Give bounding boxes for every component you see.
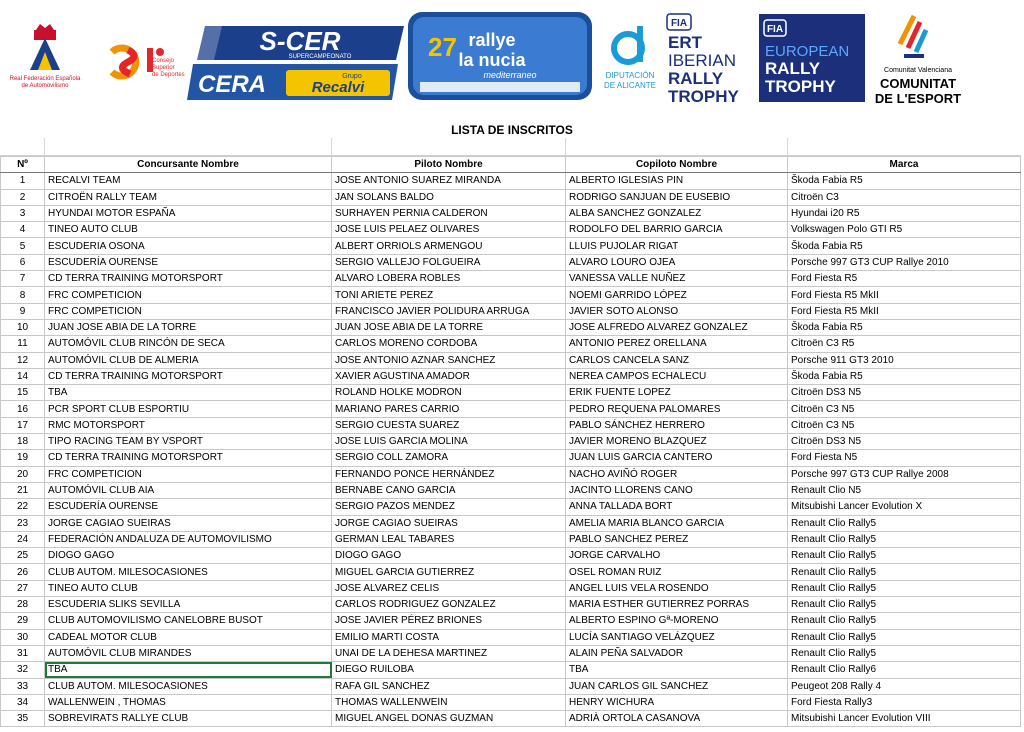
table-row — [1, 531, 1021, 547]
entry-number-cell[interactable]: 4 — [1, 222, 45, 238]
driver-cell[interactable]: JOSE ALVAREZ CELIS — [332, 580, 566, 596]
entry-number-cell[interactable]: 27 — [1, 580, 45, 596]
codriver-cell[interactable]: OSEL ROMAN RUIZ — [566, 564, 788, 580]
table-row — [1, 336, 1021, 352]
codriver-cell[interactable]: LUCÍA SANTIAGO VELÁZQUEZ — [566, 629, 788, 645]
entry-list-table — [0, 156, 1021, 727]
table-row — [1, 401, 1021, 417]
csd-name-line1: Consejo — [152, 58, 175, 64]
ert-line3: RALLY — [668, 69, 724, 88]
codriver-cell[interactable]: JAVIER MORENO BLAZQUEZ — [566, 434, 788, 450]
codriver-cell[interactable]: JACINTO LLORENS CANO — [566, 482, 788, 498]
entrant-cell[interactable]: HYUNDAI MOTOR ESPAÑA — [45, 205, 332, 221]
rally-title-line2: la nucia — [458, 50, 526, 70]
entrant-cell[interactable]: JORGE CAGIAO SUEIRAS — [45, 515, 332, 531]
entry-number-cell[interactable]: 19 — [1, 450, 45, 466]
driver-cell[interactable]: DIEGO RUILOBA — [332, 662, 566, 678]
entry-number-cell[interactable]: 15 — [1, 385, 45, 401]
rfeda-logo — [10, 24, 81, 89]
codriver-cell[interactable]: ALAIN PEÑA SALVADOR — [566, 645, 788, 661]
cera-sub: Recalvi — [311, 79, 365, 96]
entry-number-cell[interactable]: 21 — [1, 482, 45, 498]
entry-number-cell[interactable]: 2 — [1, 189, 45, 205]
codriver-cell[interactable]: PABLO SANCHEZ PEREZ — [566, 531, 788, 547]
entrant-cell[interactable]: CD TERRA TRAINING MOTORSPORT — [45, 368, 332, 384]
driver-cell[interactable]: ALVARO LOBERA ROBLES — [332, 271, 566, 287]
driver-cell[interactable]: EMILIO MARTI COSTA — [332, 629, 566, 645]
driver-cell[interactable]: FERNANDO PONCE HERNÁNDEZ — [332, 466, 566, 482]
rally-title-line1: rallye — [468, 30, 516, 50]
scer-logo — [197, 26, 404, 60]
make-cell[interactable]: Porsche 997 GT3 CUP Rallye 2010 — [788, 254, 1021, 270]
codriver-cell[interactable]: VANESSA VALLE NUÑEZ — [566, 271, 788, 287]
driver-cell[interactable]: CARLOS RODRIGUEZ GONZALEZ — [332, 597, 566, 613]
table-row — [1, 173, 1021, 189]
make-cell[interactable]: Ford Fiesta Rally3 — [788, 694, 1021, 710]
make-cell[interactable]: Renault Clio Rally5 — [788, 548, 1021, 564]
empty-grid-row — [0, 138, 1024, 156]
driver-cell[interactable]: JOSE JAVIER PÉREZ BRIONES — [332, 613, 566, 629]
make-cell[interactable]: Ford Fiesta R5 MkII — [788, 287, 1021, 303]
codriver-cell[interactable]: ERIK FUENTE LOPEZ — [566, 385, 788, 401]
codriver-cell[interactable]: TBA — [566, 662, 788, 678]
entrant-cell[interactable]: TBA — [45, 385, 332, 401]
entry-number-cell[interactable]: 1 — [1, 173, 45, 189]
entrant-cell[interactable]: RMC MOTORSPORT — [45, 417, 332, 433]
entry-number-cell[interactable]: 12 — [1, 352, 45, 368]
entrant-cell[interactable]: CD TERRA TRAINING MOTORSPORT — [45, 450, 332, 466]
make-cell[interactable]: Porsche 911 GT3 2010 — [788, 352, 1021, 368]
header-entrant[interactable]: Concursante Nombre — [45, 157, 332, 173]
codriver-cell[interactable]: ANTONIO PEREZ ORELLANA — [566, 336, 788, 352]
entrant-cell[interactable]: TINEO AUTO CLUB — [45, 222, 332, 238]
codriver-cell[interactable]: RODRIGO SANJUAN DE EUSEBIO — [566, 189, 788, 205]
comunitat-esport-logo — [875, 16, 961, 106]
fia-badge-2: FIA — [766, 24, 784, 35]
driver-cell[interactable]: SURHAYEN PERNIA CALDERON — [332, 205, 566, 221]
table-row — [1, 189, 1021, 205]
table-row — [1, 222, 1021, 238]
entrant-cell[interactable]: TINEO AUTO CLUB — [45, 580, 332, 596]
codriver-cell[interactable]: ADRIÀ ORTOLA CASANOVA — [566, 711, 788, 727]
codriver-cell[interactable]: JUAN LUIS GARCIA CANTERO — [566, 450, 788, 466]
codriver-cell[interactable]: ALBERTO ESPINO Gª-MORENO — [566, 613, 788, 629]
table-header-row — [1, 157, 1021, 173]
make-cell[interactable]: Citroën C3 N5 — [788, 401, 1021, 417]
header-make[interactable]: Marca — [788, 157, 1021, 173]
make-cell[interactable]: Škoda Fabia R5 — [788, 238, 1021, 254]
diputacion-alicante-logo — [604, 26, 656, 90]
driver-cell[interactable]: JORGE CAGIAO SUEIRAS — [332, 515, 566, 531]
codriver-cell[interactable]: PEDRO REQUENA PALOMARES — [566, 401, 788, 417]
table-row — [1, 385, 1021, 401]
rfeda-name-line2: de Automovilismo — [21, 83, 69, 89]
table-row — [1, 319, 1021, 335]
entry-number-cell[interactable]: 35 — [1, 711, 45, 727]
entry-number-cell[interactable]: 22 — [1, 499, 45, 515]
entry-number-cell[interactable]: 33 — [1, 678, 45, 694]
entrant-cell[interactable]: AUTOMÓVIL CLUB AIA — [45, 482, 332, 498]
make-cell[interactable]: Ford Fiesta R5 — [788, 271, 1021, 287]
entry-number-cell[interactable]: 24 — [1, 531, 45, 547]
driver-cell[interactable]: BERNABE CANO GARCIA — [332, 482, 566, 498]
entry-number-cell[interactable]: 18 — [1, 434, 45, 450]
cv-line3: DE L'ESPORT — [874, 91, 962, 106]
entry-number-cell[interactable]: 8 — [1, 287, 45, 303]
entry-number-cell[interactable]: 30 — [1, 629, 45, 645]
driver-cell[interactable]: SERGIO PAZOS MENDEZ — [332, 499, 566, 515]
entry-number-cell[interactable]: 5 — [1, 238, 45, 254]
make-cell[interactable]: Volkswagen Polo GTI R5 — [788, 222, 1021, 238]
cv-line2: COMUNITAT — [879, 76, 957, 91]
table-row — [1, 499, 1021, 515]
codriver-cell[interactable]: LLUIS PUJOLAR RIGAT — [566, 238, 788, 254]
driver-cell[interactable]: RAFA GIL SANCHEZ — [332, 678, 566, 694]
ert-line4: TROPHY — [668, 87, 739, 106]
table-row — [1, 368, 1021, 384]
scer-subtitle: SUPERCAMPEONATO — [288, 54, 352, 60]
entrant-cell[interactable]: AUTOMÓVIL CLUB DE ALMERIA — [45, 352, 332, 368]
entrant-cell[interactable]: ESCUDERIA OSONA — [45, 238, 332, 254]
table-row — [1, 662, 1021, 678]
entry-number-cell[interactable]: 31 — [1, 645, 45, 661]
table-row — [1, 678, 1021, 694]
diputacion-name-line2: DE ALICANTE — [603, 81, 657, 90]
driver-cell[interactable]: JAN SOLANS BALDO — [332, 189, 566, 205]
entry-number-cell[interactable]: 7 — [1, 271, 45, 287]
entry-number-cell[interactable]: 34 — [1, 694, 45, 710]
entrant-cell[interactable]: AUTOMÓVIL CLUB MIRANDES — [45, 645, 332, 661]
codriver-cell[interactable]: MARIA ESTHER GUTIERREZ PORRAS — [566, 597, 788, 613]
eur-line1: EUROPEAN — [765, 43, 850, 60]
table-row — [1, 287, 1021, 303]
entry-number-cell[interactable]: 10 — [1, 319, 45, 335]
entry-number-cell[interactable]: 14 — [1, 368, 45, 384]
entrant-cell[interactable]: FRC COMPETICION — [45, 466, 332, 482]
table-row — [1, 271, 1021, 287]
make-cell[interactable]: Hyundai i20 R5 — [788, 205, 1021, 221]
codriver-cell[interactable]: NEREA CAMPOS ECHALECU — [566, 368, 788, 384]
driver-cell[interactable]: DIOGO GAGO — [332, 548, 566, 564]
entrant-cell[interactable]: RECALVI TEAM — [45, 173, 332, 189]
entry-number-cell[interactable]: 11 — [1, 336, 45, 352]
codriver-cell[interactable]: JORGE CARVALHO — [566, 548, 788, 564]
codriver-cell[interactable]: ALVARO LOURO OJEA — [566, 254, 788, 270]
ert-line2: IBERIAN — [668, 51, 737, 70]
entrant-cell[interactable]: JUAN JOSE ABIA DE LA TORRE — [45, 319, 332, 335]
make-cell[interactable]: Citroën DS3 N5 — [788, 434, 1021, 450]
cera-sub-top: Grupo — [342, 73, 362, 80]
header-codriver[interactable]: Copiloto Nombre — [566, 157, 788, 173]
entry-number-cell[interactable]: 9 — [1, 303, 45, 319]
driver-cell[interactable]: JOSE ANTONIO SUAREZ MIRANDA — [332, 173, 566, 189]
make-cell[interactable]: Citroën C3 R5 — [788, 336, 1021, 352]
entrant-cell[interactable]: PCR SPORT CLUB ESPORTIU — [45, 401, 332, 417]
table-row — [1, 303, 1021, 319]
make-cell[interactable]: Citroën C3 — [788, 189, 1021, 205]
csd-logo — [112, 48, 185, 78]
table-row — [1, 515, 1021, 531]
entrant-cell[interactable]: DIOGO GAGO — [45, 548, 332, 564]
entrant-cell[interactable]: CADEAL MOTOR CLUB — [45, 629, 332, 645]
entrant-cell[interactable]: CITROËN RALLY TEAM — [45, 189, 332, 205]
entrant-cell[interactable]: CD TERRA TRAINING MOTORSPORT — [45, 271, 332, 287]
entrant-cell[interactable]: FRC COMPETICION — [45, 303, 332, 319]
make-cell[interactable]: Renault Clio Rally5 — [788, 531, 1021, 547]
make-cell[interactable]: Porsche 997 GT3 CUP Rallye 2008 — [788, 466, 1021, 482]
make-cell[interactable]: Renault Clio Rally5 — [788, 645, 1021, 661]
codriver-cell[interactable]: HENRY WICHURA — [566, 694, 788, 710]
entrant-cell[interactable]: WALLENWEIN , THOMAS — [45, 694, 332, 710]
codriver-cell[interactable]: NOEMI GARRIDO LÓPEZ — [566, 287, 788, 303]
codriver-cell[interactable]: JOSE ALFREDO ALVAREZ GONZALEZ — [566, 319, 788, 335]
make-cell[interactable]: Škoda Fabia R5 — [788, 319, 1021, 335]
ert-line1: ERT — [668, 33, 702, 52]
header-number[interactable]: Nº — [1, 157, 45, 173]
cv-line1: Comunitat Valenciana — [884, 67, 952, 74]
table-row — [1, 694, 1021, 710]
table-row — [1, 352, 1021, 368]
driver-cell[interactable]: JOSE LUIS PELAEZ OLIVARES — [332, 222, 566, 238]
entry-number-cell[interactable]: 17 — [1, 417, 45, 433]
codriver-cell[interactable]: ANNA TALLADA BORT — [566, 499, 788, 515]
european-rally-trophy-logo — [759, 14, 865, 102]
make-cell[interactable]: Renault Clio Rally5 — [788, 629, 1021, 645]
codriver-cell[interactable]: JAVIER SOTO ALONSO — [566, 303, 788, 319]
driver-cell[interactable]: ROLAND HOLKE MODRON — [332, 385, 566, 401]
rfeda-name-line1: Real Federación Española — [9, 76, 81, 82]
make-cell[interactable]: Renault Clio Rally6 — [788, 662, 1021, 678]
entrant-cell[interactable]: TBA — [45, 662, 332, 678]
make-cell[interactable]: Renault Clio Rally5 — [788, 515, 1021, 531]
entrant-cell[interactable]: TIPO RACING TEAM BY VSPORT — [45, 434, 332, 450]
entry-number-cell[interactable]: 25 — [1, 548, 45, 564]
table-row — [1, 548, 1021, 564]
driver-cell[interactable]: ALBERT ORRIOLS ARMENGOU — [332, 238, 566, 254]
make-cell[interactable]: Peugeot 208 Rally 4 — [788, 678, 1021, 694]
driver-cell[interactable]: SERGIO CUESTA SUAREZ — [332, 417, 566, 433]
codriver-cell[interactable]: ANGEL LUIS VELA ROSENDO — [566, 580, 788, 596]
table-row — [1, 613, 1021, 629]
table-row — [1, 564, 1021, 580]
table-row — [1, 645, 1021, 661]
table-row — [1, 254, 1021, 270]
table-row — [1, 466, 1021, 482]
table-row — [1, 238, 1021, 254]
entry-number-cell[interactable]: 29 — [1, 613, 45, 629]
make-cell[interactable]: Ford Fiesta R5 MkII — [788, 303, 1021, 319]
entry-number-cell[interactable]: 26 — [1, 564, 45, 580]
driver-cell[interactable]: SERGIO VALLEJO FOLGUEIRA — [332, 254, 566, 270]
diputacion-name-line1: DIPUTACIÓN — [605, 71, 655, 80]
make-cell[interactable]: Renault Clio Rally5 — [788, 613, 1021, 629]
entrant-cell[interactable]: CLUB AUTOMOVILISMO CANELOBRE BUSOT — [45, 613, 332, 629]
make-cell[interactable]: Renault Clio Rally5 — [788, 580, 1021, 596]
codriver-cell[interactable]: NACHO AVIÑÓ ROGER — [566, 466, 788, 482]
entrant-cell[interactable]: FEDERACIÓN ANDALUZA DE AUTOMOVILISMO — [45, 531, 332, 547]
cera-logo — [187, 64, 398, 100]
rally-edition-number: 27 — [428, 32, 457, 62]
rally-title-line3: mediterraneo — [483, 70, 537, 80]
make-cell[interactable]: Renault Clio Rally5 — [788, 564, 1021, 580]
driver-cell[interactable]: JOSE LUIS GARCIA MOLINA — [332, 434, 566, 450]
make-cell[interactable]: Renault Clio N5 — [788, 482, 1021, 498]
driver-cell[interactable]: THOMAS WALLENWEIN — [332, 694, 566, 710]
entrant-cell[interactable]: ESCUDERIA SLIKS SEVILLA — [45, 597, 332, 613]
rallye-la-nucia-logo — [408, 12, 592, 100]
csd-name-line2: Superior — [152, 65, 175, 71]
codriver-cell[interactable]: ALBA SANCHEZ GONZALEZ — [566, 205, 788, 221]
codriver-cell[interactable]: RODOLFO DEL BARRIO GARCIA — [566, 222, 788, 238]
table-row — [1, 629, 1021, 645]
driver-cell[interactable]: GERMAN LEAL TABARES — [332, 531, 566, 547]
make-cell[interactable]: Mitsubishi Lancer Evolution X — [788, 499, 1021, 515]
entry-number-cell[interactable]: 6 — [1, 254, 45, 270]
table-row — [1, 580, 1021, 596]
driver-cell[interactable]: CARLOS MORENO CORDOBA — [332, 336, 566, 352]
driver-cell[interactable]: JOSE ANTONIO AZNAR SANCHEZ — [332, 352, 566, 368]
codriver-cell[interactable]: PABLO SÁNCHEZ HERRERO — [566, 417, 788, 433]
entry-number-cell[interactable]: 23 — [1, 515, 45, 531]
driver-cell[interactable]: TONI ARIETE PEREZ — [332, 287, 566, 303]
codriver-cell[interactable]: AMELIA MARIA BLANCO GARCIA — [566, 515, 788, 531]
entry-number-cell[interactable]: 28 — [1, 597, 45, 613]
fia-badge: FIA — [670, 18, 688, 29]
sponsor-logo-banner — [0, 0, 1024, 118]
entry-number-cell[interactable]: 16 — [1, 401, 45, 417]
driver-cell[interactable]: JUAN JOSE ABIA DE LA TORRE — [332, 319, 566, 335]
table-row — [1, 450, 1021, 466]
make-cell[interactable]: Renault Clio Rally5 — [788, 597, 1021, 613]
table-row — [1, 711, 1021, 727]
make-cell[interactable]: Ford Fiesta N5 — [788, 450, 1021, 466]
codriver-cell[interactable]: JUAN CARLOS GIL SANCHEZ — [566, 678, 788, 694]
entrant-cell[interactable]: SOBREVIRATS RALLYE CLUB — [45, 711, 332, 727]
codriver-cell[interactable]: ALBERTO IGLESIAS PIN — [566, 173, 788, 189]
driver-cell[interactable]: MIGUEL ANGEL DONAS GUZMAN — [332, 711, 566, 727]
table-body — [1, 173, 1021, 727]
driver-cell[interactable]: MIGUEL GARCIA GUTIERREZ — [332, 564, 566, 580]
ert-iberian-rally-trophy-logo — [667, 14, 740, 106]
entry-number-cell[interactable]: 3 — [1, 205, 45, 221]
eur-line3: TROPHY — [765, 77, 836, 96]
make-cell[interactable]: Citroën DS3 N5 — [788, 385, 1021, 401]
table-row — [1, 597, 1021, 613]
driver-cell[interactable]: XAVIER AGUSTINA AMADOR — [332, 368, 566, 384]
entry-number-cell[interactable]: 32 — [1, 662, 45, 678]
header-driver[interactable]: Piloto Nombre — [332, 157, 566, 173]
csd-name-line3: de Deportes — [152, 72, 185, 78]
driver-cell[interactable]: UNAI DE LA DEHESA MARTINEZ — [332, 645, 566, 661]
entrant-cell[interactable]: AUTOMÓVIL CLUB RINCÓN DE SECA — [45, 336, 332, 352]
table-row — [1, 482, 1021, 498]
entrant-cell[interactable]: ESCUDERÍA OURENSE — [45, 254, 332, 270]
make-cell[interactable]: Mitsubishi Lancer Evolution VIII — [788, 711, 1021, 727]
entrant-cell[interactable]: ESCUDERÍA OURENSE — [45, 499, 332, 515]
table-row — [1, 434, 1021, 450]
eur-line2: RALLY — [765, 59, 821, 78]
scer-title: S-CER — [259, 26, 341, 56]
entrant-cell[interactable]: FRC COMPETICION — [45, 287, 332, 303]
codriver-cell[interactable]: CARLOS CANCELA SANZ — [566, 352, 788, 368]
table-row — [1, 417, 1021, 433]
entrant-cell[interactable]: CLUB AUTOM. MILESOCASIONES — [45, 564, 332, 580]
cera-title: CERA — [197, 71, 267, 98]
entrant-cell[interactable]: CLUB AUTOM. MILESOCASIONES — [45, 678, 332, 694]
make-cell[interactable]: Citroën C3 N5 — [788, 417, 1021, 433]
page-title: LISTA DE INSCRITOS — [451, 123, 573, 137]
driver-cell[interactable]: MARIANO PARES CARRIO — [332, 401, 566, 417]
driver-cell[interactable]: FRANCISCO JAVIER POLIDURA ARRUGA — [332, 303, 566, 319]
driver-cell[interactable]: SERGIO COLL ZAMORA — [332, 450, 566, 466]
make-cell[interactable]: Škoda Fabia R5 — [788, 173, 1021, 189]
table-row — [1, 205, 1021, 221]
entry-number-cell[interactable]: 20 — [1, 466, 45, 482]
make-cell[interactable]: Škoda Fabia R5 — [788, 368, 1021, 384]
